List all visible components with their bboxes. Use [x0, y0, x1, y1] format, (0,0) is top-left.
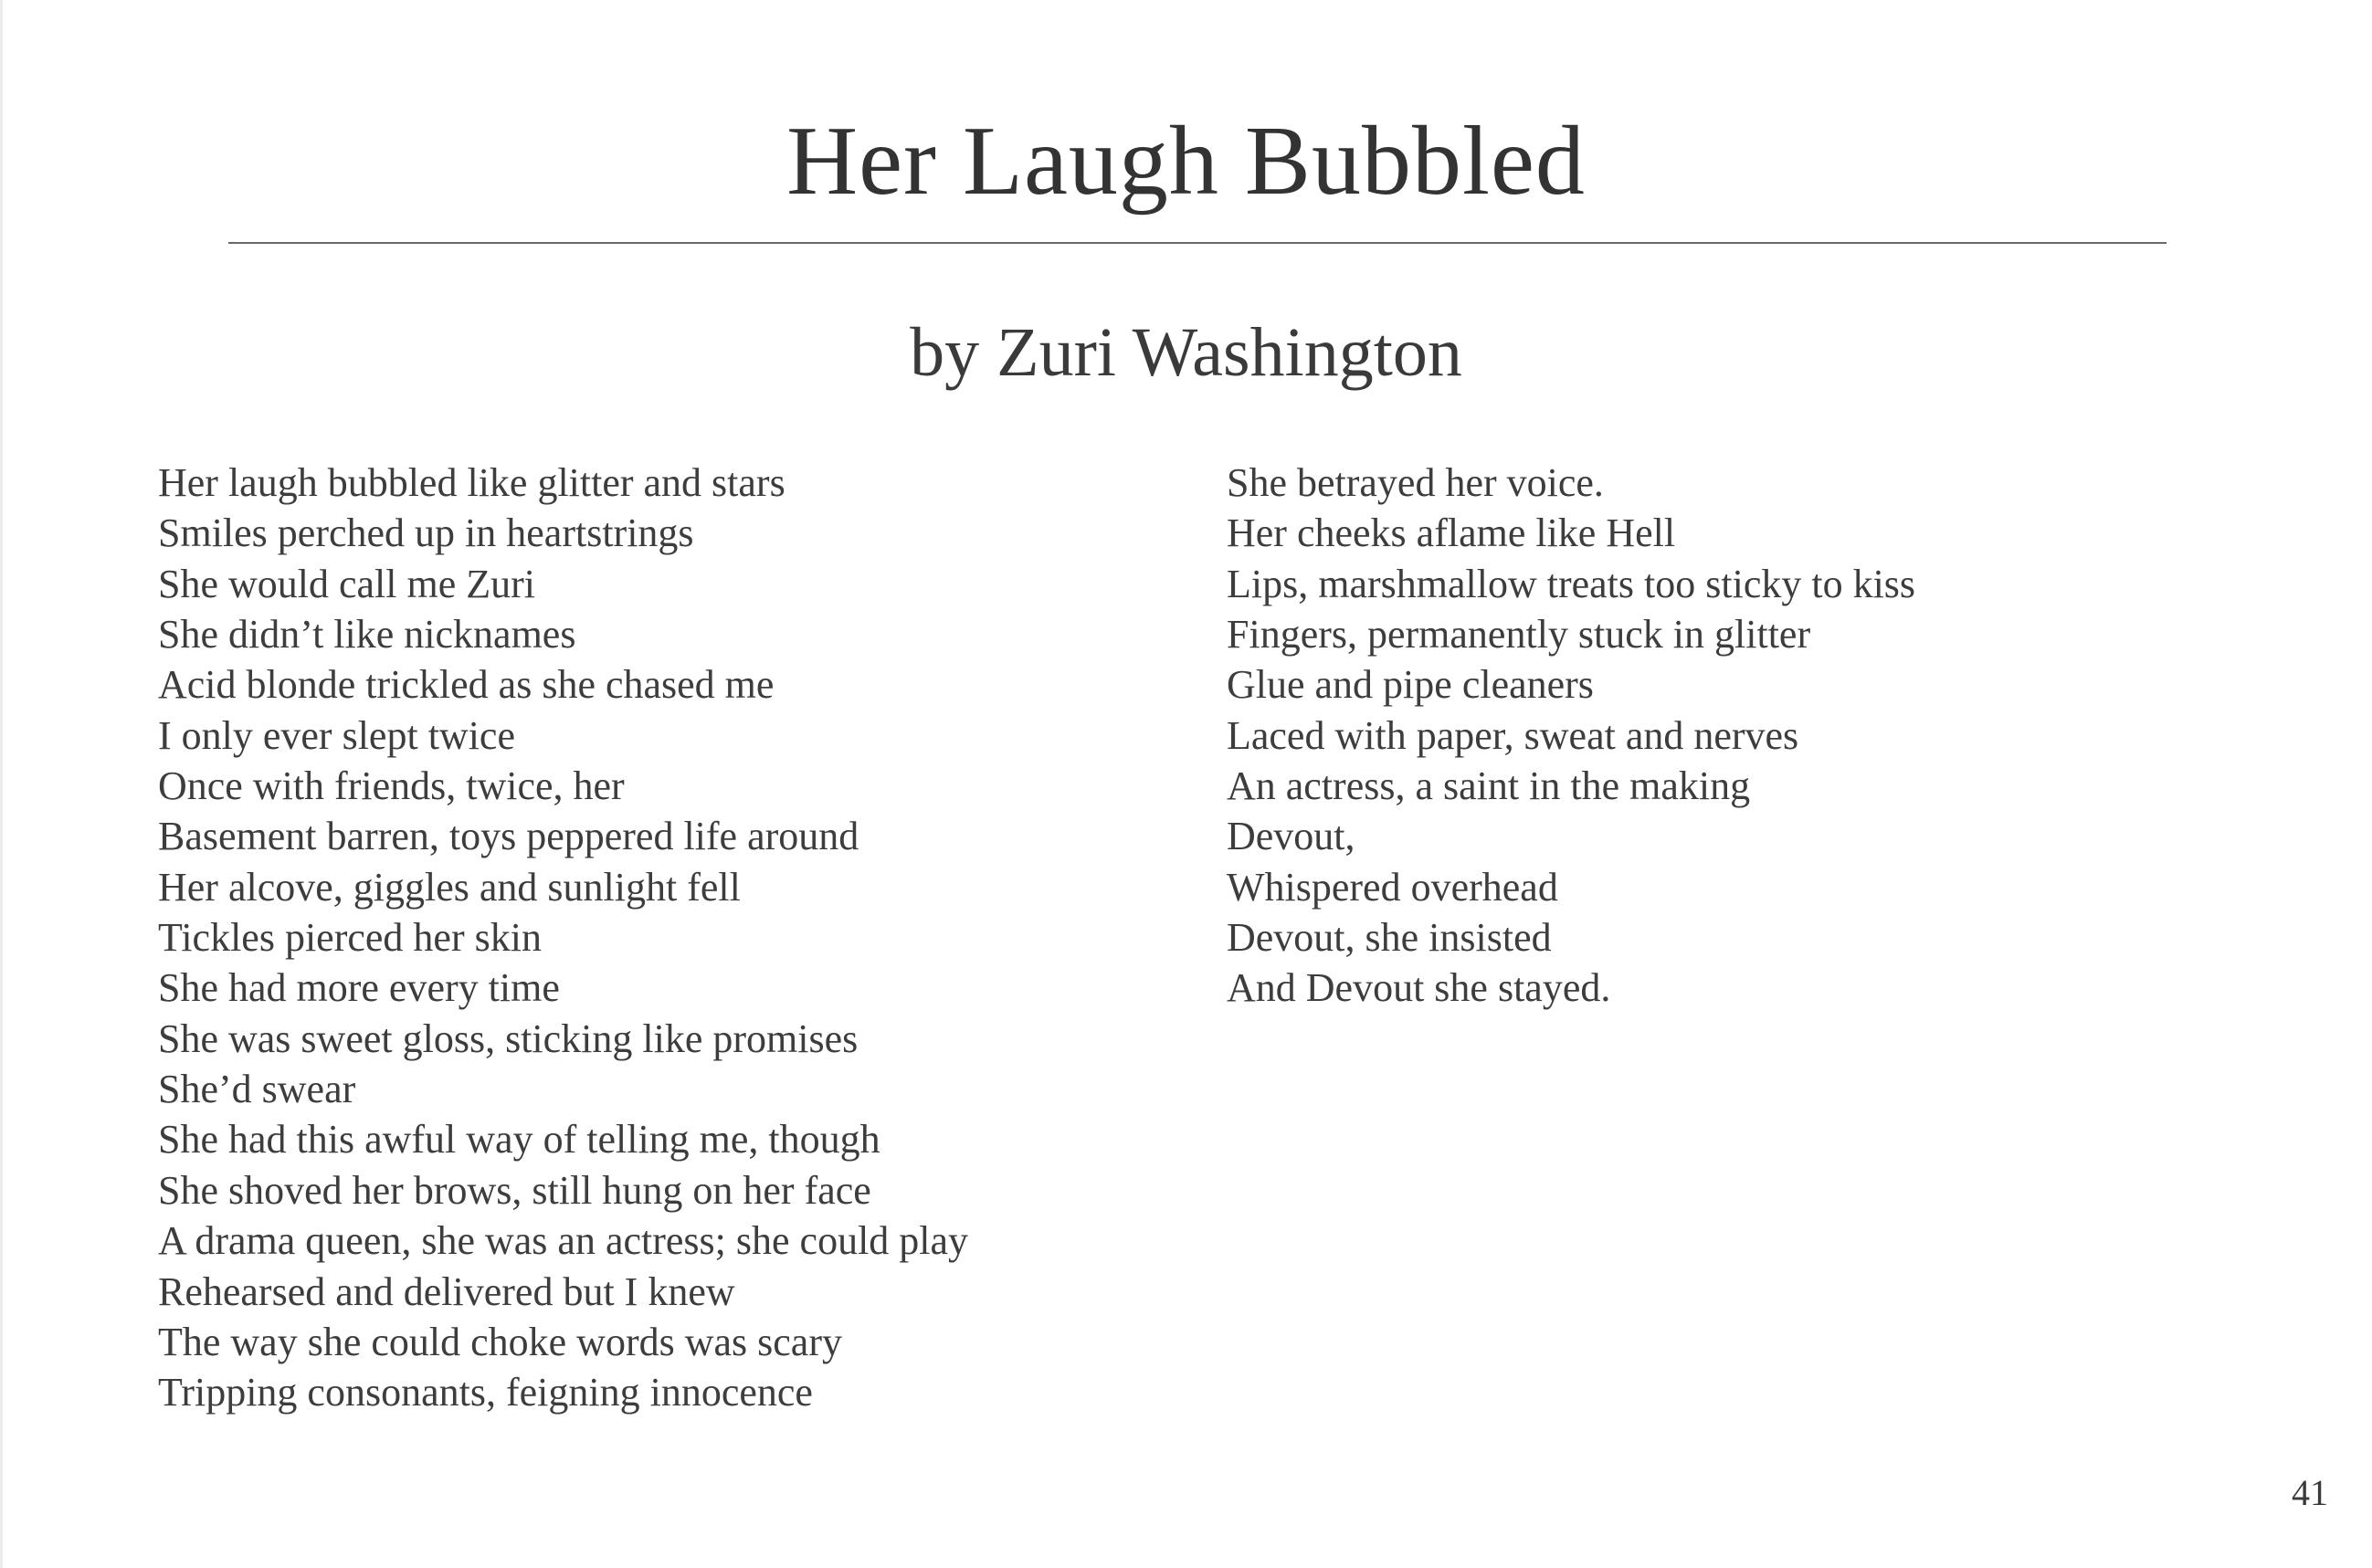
poem-line: She was sweet gloss, sticking like promises — [158, 1016, 859, 1061]
poem-line: She didn’t like nicknames — [158, 612, 576, 658]
poem-line: She had more every time — [158, 965, 560, 1011]
poem-line: Basement barren, toys peppered life around — [158, 814, 859, 859]
poem-line: The way she could choke words was scary — [158, 1319, 842, 1364]
poem-line: She had this awful way of telling me, though — [158, 1117, 880, 1163]
poem-line: A drama queen, she was an actress; she could play — [158, 1218, 969, 1264]
poem-line: Smiles perched up in heartstrings — [158, 510, 694, 556]
poem-line: And Devout she stayed. — [1227, 965, 1611, 1011]
poem-line: Acid blonde trickled as she chased me — [158, 662, 775, 708]
poem-line: She betrayed her voice. — [1227, 460, 1604, 505]
poem-line: Tripping consonants, feigning innocence — [158, 1370, 813, 1415]
poem-line: I only ever slept twice — [158, 712, 515, 758]
title-divider — [228, 242, 2166, 244]
poem-line: Devout, — [1227, 814, 1355, 859]
poem-line: Tickles pierced her skin — [158, 915, 542, 961]
poem-line: Rehearsed and delivered but I knew — [158, 1268, 735, 1314]
poem-line: Once with friends, twice, her — [158, 763, 625, 809]
poem-line: Laced with paper, sweat and nerves — [1227, 712, 1799, 758]
poem-line: Fingers, permanently stuck in glitter — [1227, 612, 1811, 658]
page-number: 41 — [2292, 1472, 2328, 1513]
poem-line: She shoved her brows, still hung on her face — [158, 1167, 871, 1213]
poem-line: An actress, a saint in the making — [1227, 763, 1751, 809]
poem-line: Lips, marshmallow treats too sticky to kiss — [1227, 561, 1916, 606]
author-byline: by Zuri Washington — [910, 314, 1462, 391]
poem-left-column — [158, 458, 968, 1418]
poem-line: Her laugh bubbled like glitter and stars — [158, 460, 785, 505]
poem-line: Her cheeks aflame like Hell — [1227, 510, 1676, 556]
poem-line: Devout, she insisted — [1227, 915, 1552, 961]
poem-line: Whispered overhead — [1227, 864, 1558, 910]
poem-line: She would call me Zuri — [158, 561, 536, 606]
poem-right-column — [1227, 458, 1915, 1014]
poem-line: Glue and pipe cleaners — [1227, 662, 1594, 708]
poem-title: Her Laugh Bubbled — [786, 107, 1586, 216]
page-edge — [0, 0, 3, 1568]
poem-line: She’d swear — [158, 1067, 356, 1112]
poem-line: Her alcove, giggles and sunlight fell — [158, 864, 741, 910]
